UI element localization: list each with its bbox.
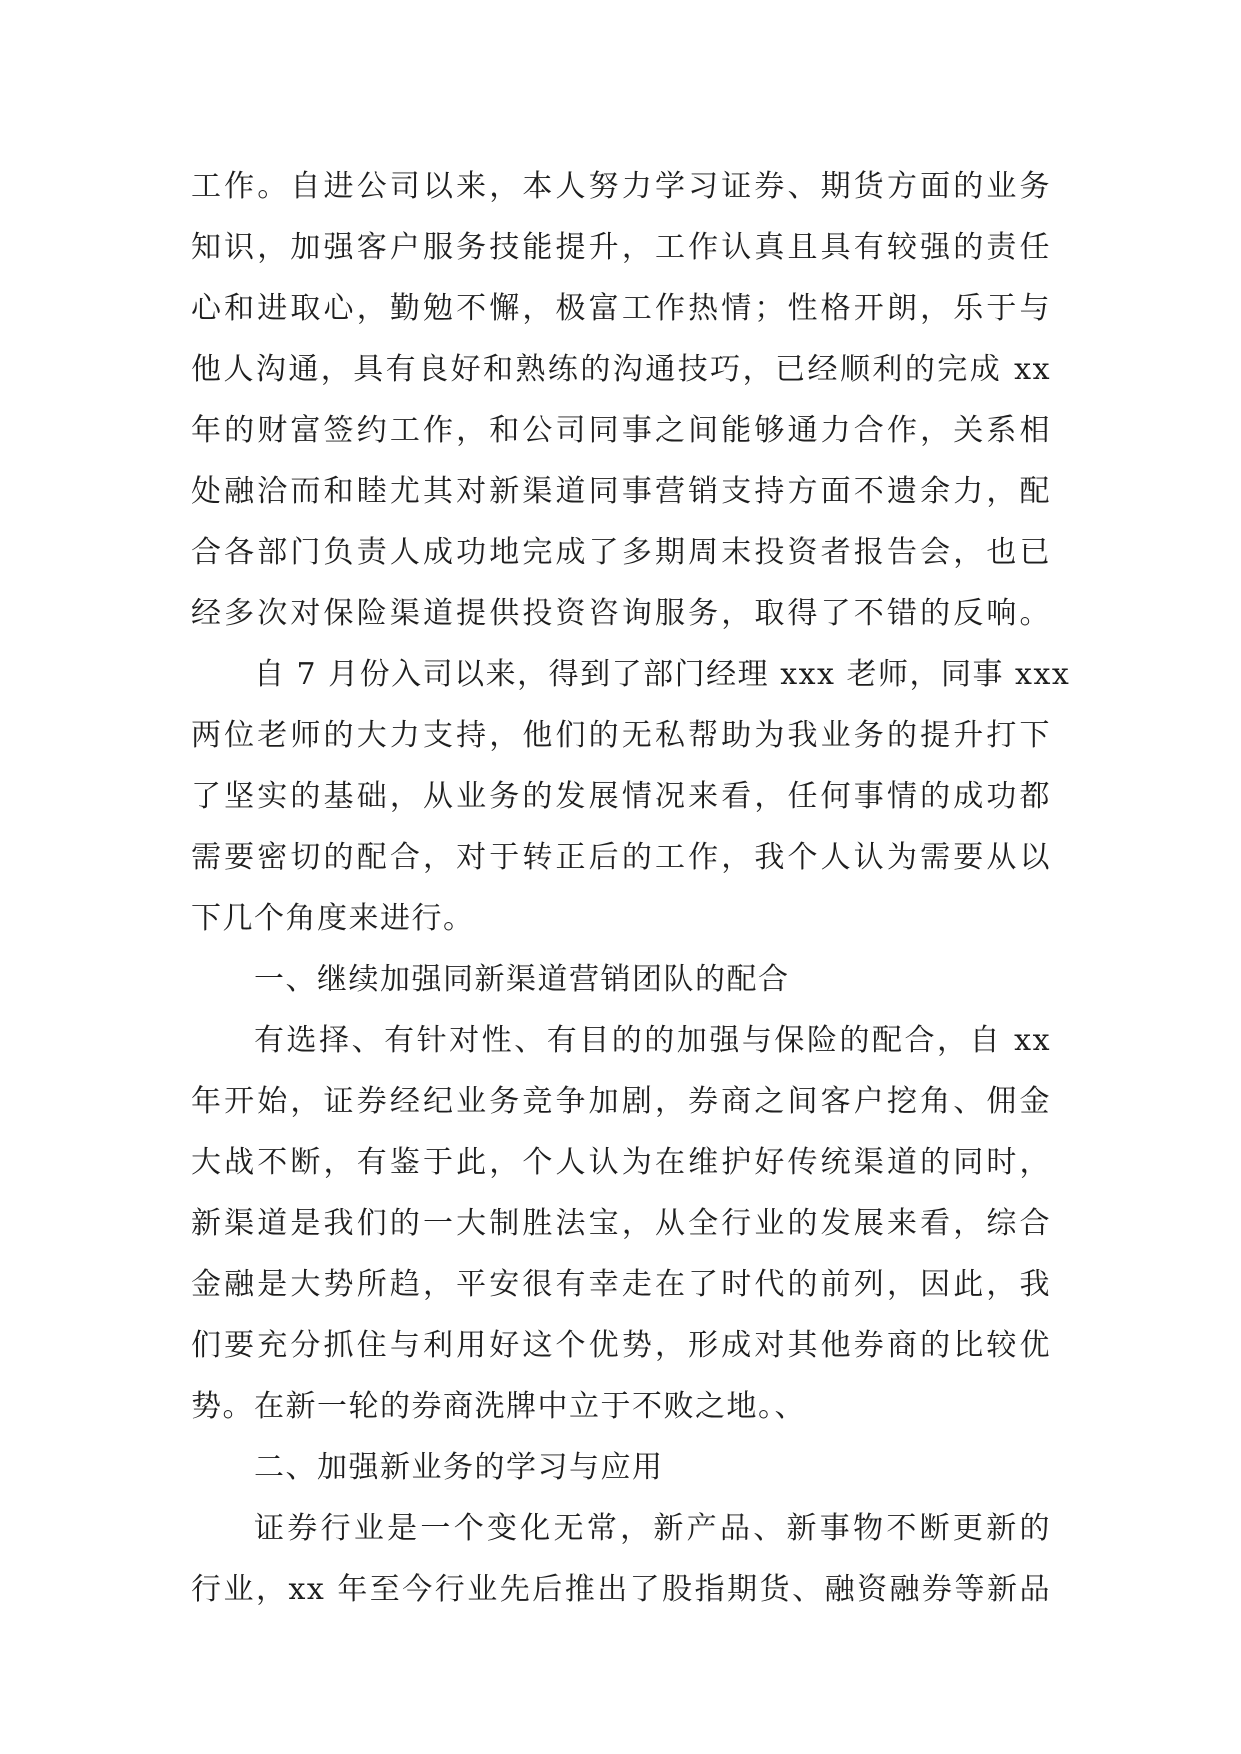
text-line: 势。在新一轮的券商洗牌中立于不败之地。、 — [191, 1389, 806, 1424]
text-line: 工作。自进公司以来，本人努力学习证券、期货方面的业务 — [191, 169, 1051, 204]
text-line: 新渠道是我们的一大制胜法宝，从全行业的发展来看，综合 — [191, 1206, 1051, 1241]
text-line: 知识，加强客户服务技能提升，工作认真且具有较强的责任 — [191, 230, 1051, 265]
text-line: 需要密切的配合，对于转正后的工作，我个人认为需要从以 — [191, 840, 1051, 875]
section-heading: 一、继续加强同新渠道营销团队的配合 — [254, 962, 790, 997]
text-line: 年开始，证券经纪业务竞争加剧，券商之间客户挖角、佣金 — [191, 1084, 1051, 1119]
text-line: 心和进取心，勤勉不懈，极富工作热情；性格开朗，乐于与 — [191, 291, 1051, 326]
text-line: 年的财富签约工作，和公司同事之间能够通力合作，关系相 — [191, 413, 1051, 448]
text-line: 合各部门负责人成功地完成了多期周末投资者报告会，也已 — [191, 535, 1051, 570]
text-line: 金融是大势所趋，平安很有幸走在了时代的前列，因此，我 — [191, 1267, 1051, 1302]
text-line: 两位老师的大力支持，他们的无私帮助为我业务的提升打下 — [191, 718, 1051, 753]
paragraph-first-line: 自 7 月份入司以来，得到了部门经理 xxx 老师，同事 xxx — [254, 657, 1071, 692]
text-line: 处融洽而和睦尤其对新渠道同事营销支持方面不遗余力，配 — [191, 474, 1051, 509]
section-heading: 二、加强新业务的学习与应用 — [254, 1450, 664, 1485]
paragraph-first-line: 有选择、有针对性、有目的的加强与保险的配合，自 xx — [254, 1023, 1051, 1058]
paragraph-first-line: 证券行业是一个变化无常，新产品、新事物不断更新的 — [254, 1511, 1051, 1546]
text-line: 经多次对保险渠道提供投资咨询服务，取得了不错的反响。 — [191, 596, 1051, 631]
text-line: 了坚实的基础，从业务的发展情况来看，任何事情的成功都 — [191, 779, 1051, 814]
body-text — [191, 156, 1071, 1620]
text-line: 们要充分抓住与利用好这个优势，形成对其他券商的比较优 — [191, 1328, 1051, 1363]
text-line: 大战不断，有鉴于此，个人认为在维护好传统渠道的同时， — [191, 1145, 1051, 1180]
text-line: 下几个角度来进行。 — [191, 901, 475, 936]
text-line: 行业，xx 年至今行业先后推出了股指期货、融资融券等新品 — [191, 1572, 1051, 1607]
text-line: 他人沟通，具有良好和熟练的沟通技巧，已经顺利的完成 xx — [191, 352, 1051, 387]
